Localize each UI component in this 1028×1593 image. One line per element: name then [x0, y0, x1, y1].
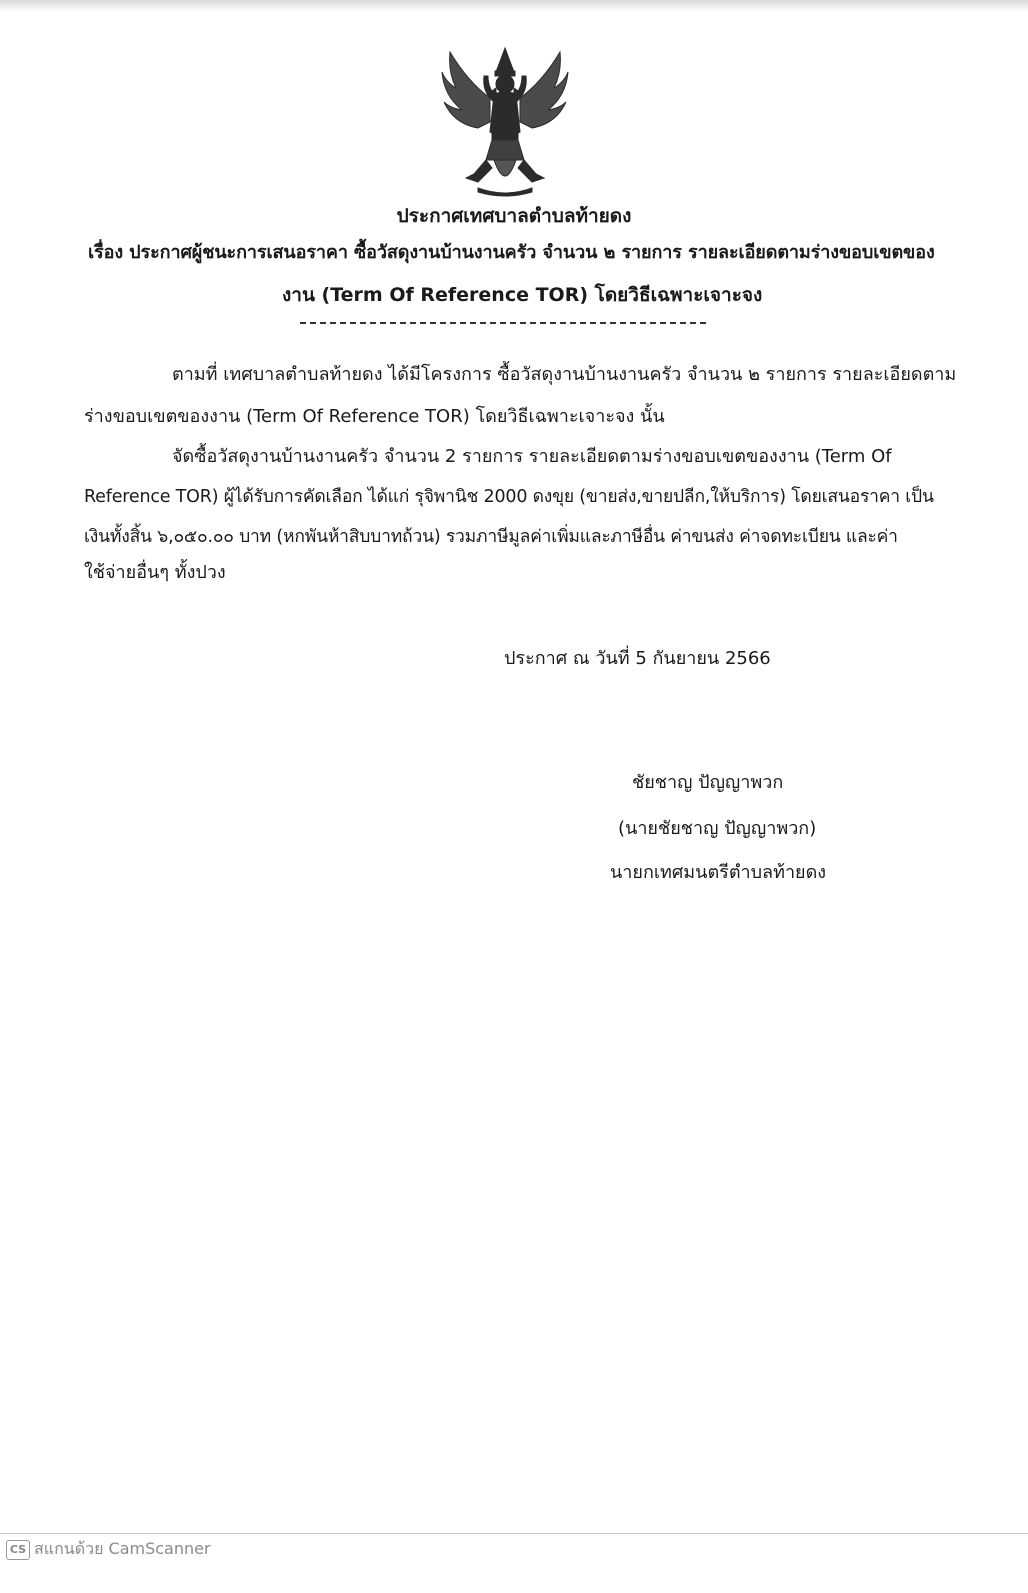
camscanner-logo-icon: CS [6, 1540, 30, 1560]
paragraph-2-line-1: จัดซื้อวัสดุงานบ้านงานครัว จำนวน 2 รายการ รายละเอียดตามร่างขอบเขตของงาน (Term Of [172, 446, 892, 467]
announce-date: ประกาศ ณ วันที่ 5 กันยายน 2566 [504, 648, 771, 669]
paragraph-2-line-2: Reference TOR) ผู้ได้รับการคัดเลือก ได้แก่ รุจิพานิช 2000 ดงขุย (ขายส่ง,ขายปลีก,ให้บริการ) โดยเสนอราคา เป็น [84, 487, 934, 507]
signatory-position: นายกเทศมนตรีตำบลท้ายดง [610, 862, 827, 883]
signatory-full-name: (นายชัยชาญ ปัญญาพวก) [618, 818, 817, 839]
separator-dashes [300, 322, 706, 324]
paragraph-1-line-1: ตามที่ เทศบาลตำบลท้ายดง ได้มีโครงการ ซื้อวัสดุงานบ้านงานครัว จำนวน ๒ รายการ รายละเอียดตาม [172, 364, 957, 385]
footer-divider [0, 1533, 1028, 1534]
scan-edge-shadow [0, 0, 1028, 12]
paragraph-2-line-3: เงินทั้งสิ้น ๖,๐๕๐.๐๐ บาท (หกพันห้าสิบบาทถ้วน) รวมภาษีมูลค่าเพิ่มและภาษีอื่น ค่าขนส่ง ค่าจดทะเบียน และค่า [84, 527, 898, 547]
subject-line-1: เรื่อง ประกาศผู้ชนะการเสนอราคา ซื้อวัสดุงานบ้านงานครัว จำนวน ๒ รายการ รายละเอียดตามร่างขอบเขตของ [88, 242, 935, 263]
document-title: ประกาศเทศบาลตำบลท้ายดง [396, 205, 632, 227]
camscanner-watermark: สแกนด้วย CamScanner [34, 1539, 211, 1558]
signature-name: ชัยชาญ ปัญญาพวก [632, 772, 784, 793]
subject-line-2: งาน (Term Of Reference TOR) โดยวิธีเฉพาะเจาะจง [282, 284, 763, 306]
garuda-emblem-icon [438, 42, 572, 198]
paragraph-2-line-4: ใช้จ่ายอื่นๆ ทั้งปวง [84, 562, 226, 583]
paragraph-1-line-2: ร่างขอบเขตของงาน (Term Of Reference TOR) โดยวิธีเฉพาะเจาะจง นั้น [84, 406, 665, 427]
